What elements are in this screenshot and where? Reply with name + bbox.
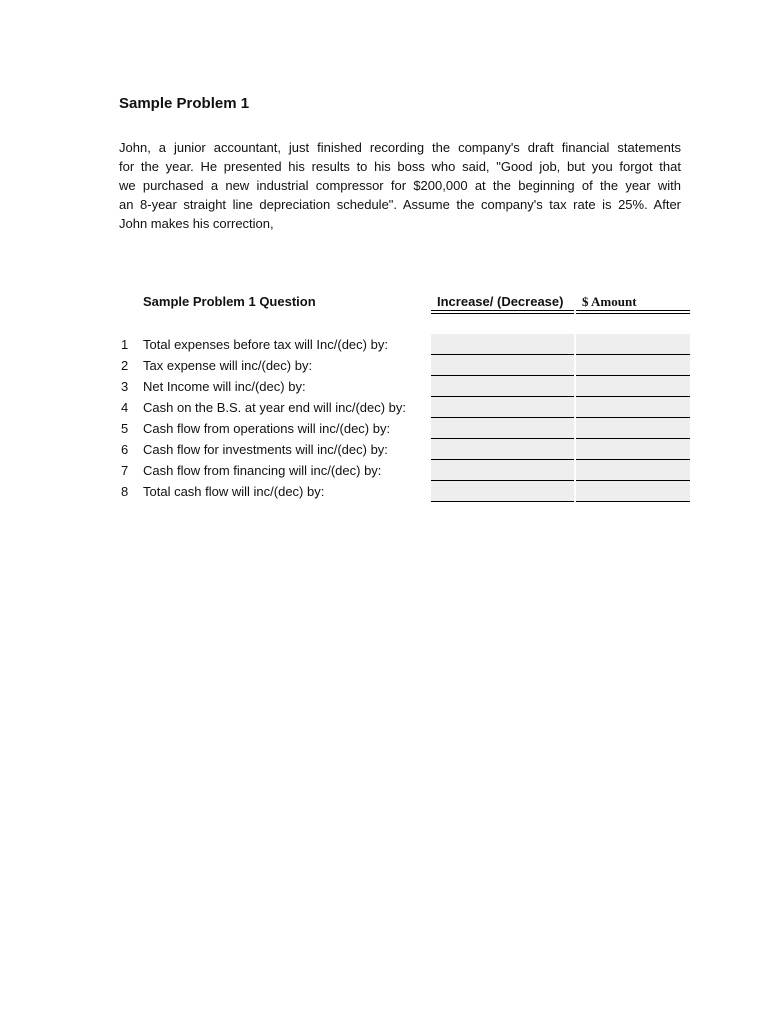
header-double-underline — [576, 310, 690, 314]
row-question: Cash flow from financing will inc/(dec) by: — [143, 463, 382, 478]
table-row — [119, 481, 690, 502]
row-question: Cash flow for investments will inc/(dec) by: — [143, 442, 388, 457]
row-question: Net Income will inc/(dec) by: — [143, 379, 306, 394]
row-number: 2 — [121, 358, 129, 373]
incdec-column-header: Increase/ (Decrease) — [437, 294, 564, 309]
incdec-input-cell[interactable] — [431, 418, 574, 439]
row-number: 6 — [121, 442, 129, 457]
amount-input-cell[interactable] — [576, 355, 690, 376]
problem-line: we purchased a new industrial compressor for $200,000 at the beginning of the year with — [119, 178, 681, 193]
amount-input-cell[interactable] — [576, 439, 690, 460]
row-number: 4 — [121, 400, 129, 415]
incdec-input-cell[interactable] — [431, 481, 574, 502]
table-row — [119, 397, 690, 418]
page-title: Sample Problem 1 — [119, 95, 250, 112]
table-row — [119, 334, 690, 355]
amount-input-cell[interactable] — [576, 481, 690, 502]
row-question: Tax expense will inc/(dec) by: — [143, 358, 313, 373]
incdec-input-cell[interactable] — [431, 397, 574, 418]
question-column-header: Sample Problem 1 Question — [143, 294, 316, 309]
incdec-input-cell[interactable] — [431, 334, 574, 355]
row-question: Cash on the B.S. at year end will inc/(dec) by: — [143, 400, 407, 415]
table-row — [119, 418, 690, 439]
amount-input-cell[interactable] — [576, 397, 690, 418]
row-number: 7 — [121, 463, 129, 478]
row-number: 8 — [121, 484, 129, 499]
problem-line: John, a junior accountant, just finished recording the company's draft financial statements — [119, 140, 681, 155]
row-number: 5 — [121, 421, 129, 436]
incdec-input-cell[interactable] — [431, 439, 574, 460]
incdec-input-cell[interactable] — [431, 460, 574, 481]
amount-column-header: $ Amount — [582, 294, 637, 309]
problem-statement — [119, 138, 681, 233]
problem-line: an 8-year straight line depreciation schedule". Assume the company's tax rate is 25%. After — [119, 197, 681, 212]
amount-input-cell[interactable] — [576, 334, 690, 355]
row-question: Total expenses before tax will Inc/(dec) by: — [143, 337, 388, 352]
incdec-input-cell[interactable] — [431, 376, 574, 397]
amount-input-cell[interactable] — [576, 418, 690, 439]
row-question: Cash flow from operations will inc/(dec) by: — [143, 421, 391, 436]
table-row — [119, 355, 690, 376]
table-row — [119, 376, 690, 397]
row-number: 3 — [121, 379, 129, 394]
table-row — [119, 460, 690, 481]
row-question: Total cash flow will inc/(dec) by: — [143, 484, 325, 499]
header-double-underline — [431, 310, 574, 314]
table-row — [119, 439, 690, 460]
row-number: 1 — [121, 337, 129, 352]
amount-input-cell[interactable] — [576, 460, 690, 481]
question-table — [119, 334, 690, 502]
problem-line: for the year. He presented his results to his boss who said, "Good job, but you forgot that — [119, 159, 681, 174]
problem-line: John makes his correction, — [119, 216, 274, 231]
amount-input-cell[interactable] — [576, 376, 690, 397]
incdec-input-cell[interactable] — [431, 355, 574, 376]
